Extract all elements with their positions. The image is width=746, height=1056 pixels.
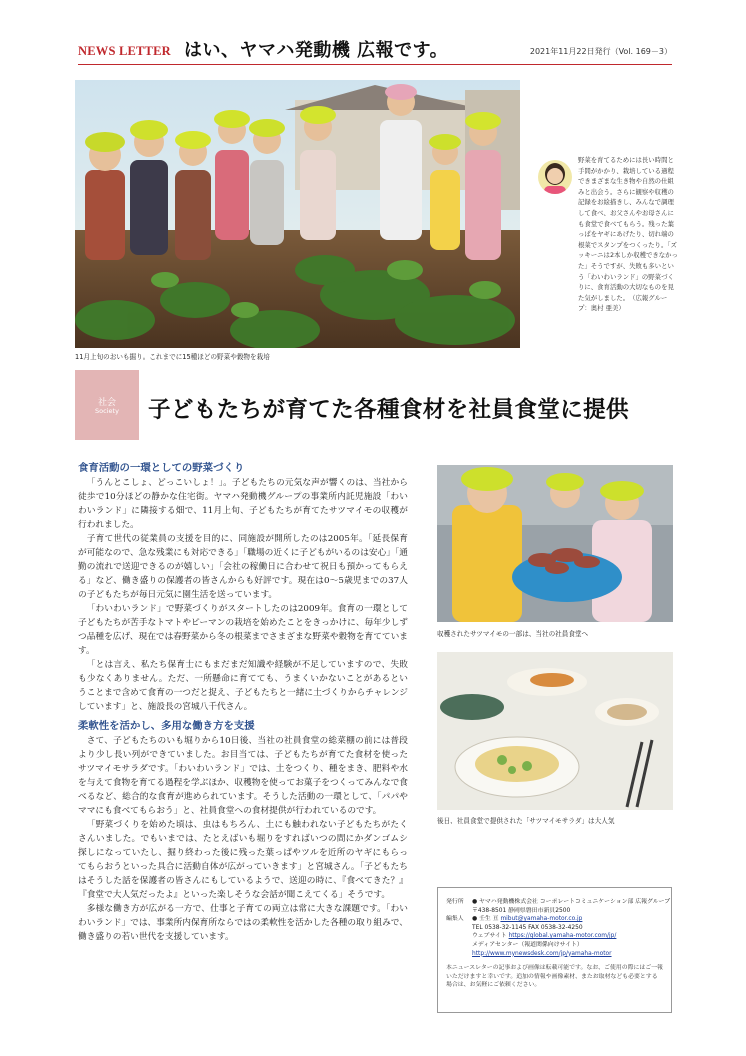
article-paragraph: 子育て世代の従業員の支援を目的に、同施設が開所したのは2005年。「延長保育が可能なので、急な残業にも対応できる」「職場の近くに子どもがいるのは安心」「通勤の流れで送迎できるのが嬉しい」「会社の稼働日に合わせて祝日も預かってもらえる」など、働き盛りの保護者の皆さんからも好評です。現在は0～5歳児までの37人の子どもたちが毎日元気に園生活を送っています。: [78, 534, 408, 600]
newsletter-title: はい、ヤマハ発動機 広報です。: [184, 40, 449, 61]
section-heading: 食育活動の一環としての野菜づくり: [78, 462, 245, 474]
contact-phone: TEL 0538-32-1145 FAX 0538-32-4250: [472, 924, 583, 931]
article-paragraph: 「うんとこしょ、どっこいしょ！」。子どもたちの元気な声が響くのは、当社から徒歩で10分ほどの静かな住宅街。ヤマハ発動機グループの事業所内託児施設「わいわいランド」に隣接する畑で、11月上旬、子どもたちが育てたサツマイモの収穫が行われました。: [78, 478, 408, 530]
main-harvest-photo: [75, 80, 520, 348]
editor-email-link[interactable]: mibut@yamaha-motor.co.jp: [500, 916, 583, 923]
section-heading: 柔軟性を活かし、多用な働き方を支援: [78, 720, 255, 732]
publisher-name: ● ヤマハ発動機株式会社 コーポレートコミュニケーション部 広報グループ: [472, 899, 671, 905]
sweet-potato-salad-photo: [437, 652, 673, 810]
article-paragraph: 「野菜づくりを始めた頃は、虫はもちろん、土にも触われない子どもたちがたくさんいました。でもいまでは、たとえばいも堀りをすればいつの間にかダンゴムシ探しになっていたし、掘り終わった後に残った葉っぱやツルを近所のヤギにもらってもらおうといった具合に活動自体が広がっていきます」と宮城さん。「子どもたちはそうした話を保護者の皆さんにもしているようで、送迎の時に、『食べてきた？』『食堂で大人気だったよ』といった楽しそうな会話が聞こえてくる」そうです。: [78, 820, 408, 900]
bowl-photo-caption: 収穫されたサツマイモの一部は、当社の社員食堂へ: [437, 630, 589, 638]
salad-photo-caption: 後日、社員食堂で提供された「サツマイモサラダ」は大人気: [437, 817, 615, 825]
newsletter-label: NEWS LETTER: [78, 44, 171, 58]
editor-label: 編集人: [446, 916, 464, 923]
article-paragraph: 「とは言え、私たち保育士にもまだまだ知識や経験が不足していますので、失敗も少なくありません。ただ、一所懸命に育てても、うまくいかないことがあるということまで含めて食育の一つだと捉え、子どもたちと一緒に土づくりからチャレンジしています」と、施設長の宮城八千代さん。: [78, 660, 408, 712]
publisher-info-box: [437, 887, 672, 1013]
article-body: [78, 457, 408, 1017]
article-paragraph: 多様な働き方が広がる一方で、仕事と子育ての両立は常に大きな課題です。「わいわいランド」では、事業所内保育所ならではの柔軟性を活かした各種の取り組みで、働き盛りの若い世代を支援しています。: [78, 904, 408, 942]
website-label: ウェブサイト: [472, 933, 507, 940]
publisher-label: 発行所: [446, 899, 464, 905]
category-badge: [75, 370, 139, 440]
main-photo-caption: 11月上旬のおいも掘り。これまでに15種ほどの野菜や穀物を栽培: [75, 353, 270, 361]
reprint-note: 本ニュースレターの記事および画像は転載可能です。なお、ご使用の際にはご一報いただけますと幸いです。追加の情報や画像素材、またお取材なども必要とする場合は、お気軽にご依頼ください。: [446, 965, 663, 989]
header-divider: [78, 64, 672, 65]
article-paragraph: さて、子どもたちのいも堀りから10日後、当社の社員食堂の総菜棚の前には普段より少し長い列ができていました。お目当ては、子どもたちが育てた食材を使ったサツマイモサラダです。「わいわいランド」では、土をつくり、種をまき、肥料や水を与えて食物を育てる過程を学ぶほか、収穫物を使ってお菓子をつくってみんなで食べるなど、総合的な食育が進められています。そうした活動の一環として、「パパやママにも食べてもらおう」と、社員食堂への食材提供が行われているのです。: [78, 736, 409, 816]
sweet-potato-bowl-photo: [437, 465, 673, 622]
newsletter-header: [78, 36, 672, 62]
publisher-address: 〒438-8501 静岡県磐田市新貝2500: [472, 907, 571, 914]
pr-staff-comment: 野菜を育てるためには長い時間と手間がかかり、栽培している過程できまざまな生き物や自然の仕組みと出会う。さらに観察や収穫の記録をお絵描きし、みんなで調理して食べ、お父さんやお母さんにも食堂で食べてもらう。残った葉っぱをヤギにあげたり、切れ端の根菜でスタンプをつくったり。「ズッキーニは2本しか収穫できなかった」そうですが、失敗も多いという「わいわいランド」の野菜づくりに、食育活動の大切なものを見た気がしました。 （広報グループ：奥村 亜美）: [578, 156, 678, 313]
website-link[interactable]: https://global.yamaha-motor.com/jp/: [508, 933, 617, 940]
category-label-jp: 社会: [97, 398, 116, 408]
article-title: 子どもたちが育てた各種食材を社員食堂に提供: [148, 397, 629, 423]
media-center-link[interactable]: http://www.mynewsdesk.com/jp/yamaha-motor: [472, 950, 612, 957]
category-label-en: Society: [95, 407, 119, 415]
media-center-label: メディアセンター（報道関係向けサイト）: [472, 941, 583, 948]
author-avatar: [538, 160, 572, 194]
article-paragraph: 「わいわいランド」で野菜づくりがスタートしたのは2009年。食育の一環として子どもたちが苦手なトマトやピーマンの栽培を始めたことをきっかけに、毎年少しずつ品種を広げ、現在では春野菜から冬の根菜までさまざまな野菜や穀物を育てています。: [78, 604, 408, 656]
editor-name: ● 壬生 亘: [472, 916, 499, 923]
issue-date: 2021年11月22日発行（Vol. 169－3）: [529, 47, 672, 56]
